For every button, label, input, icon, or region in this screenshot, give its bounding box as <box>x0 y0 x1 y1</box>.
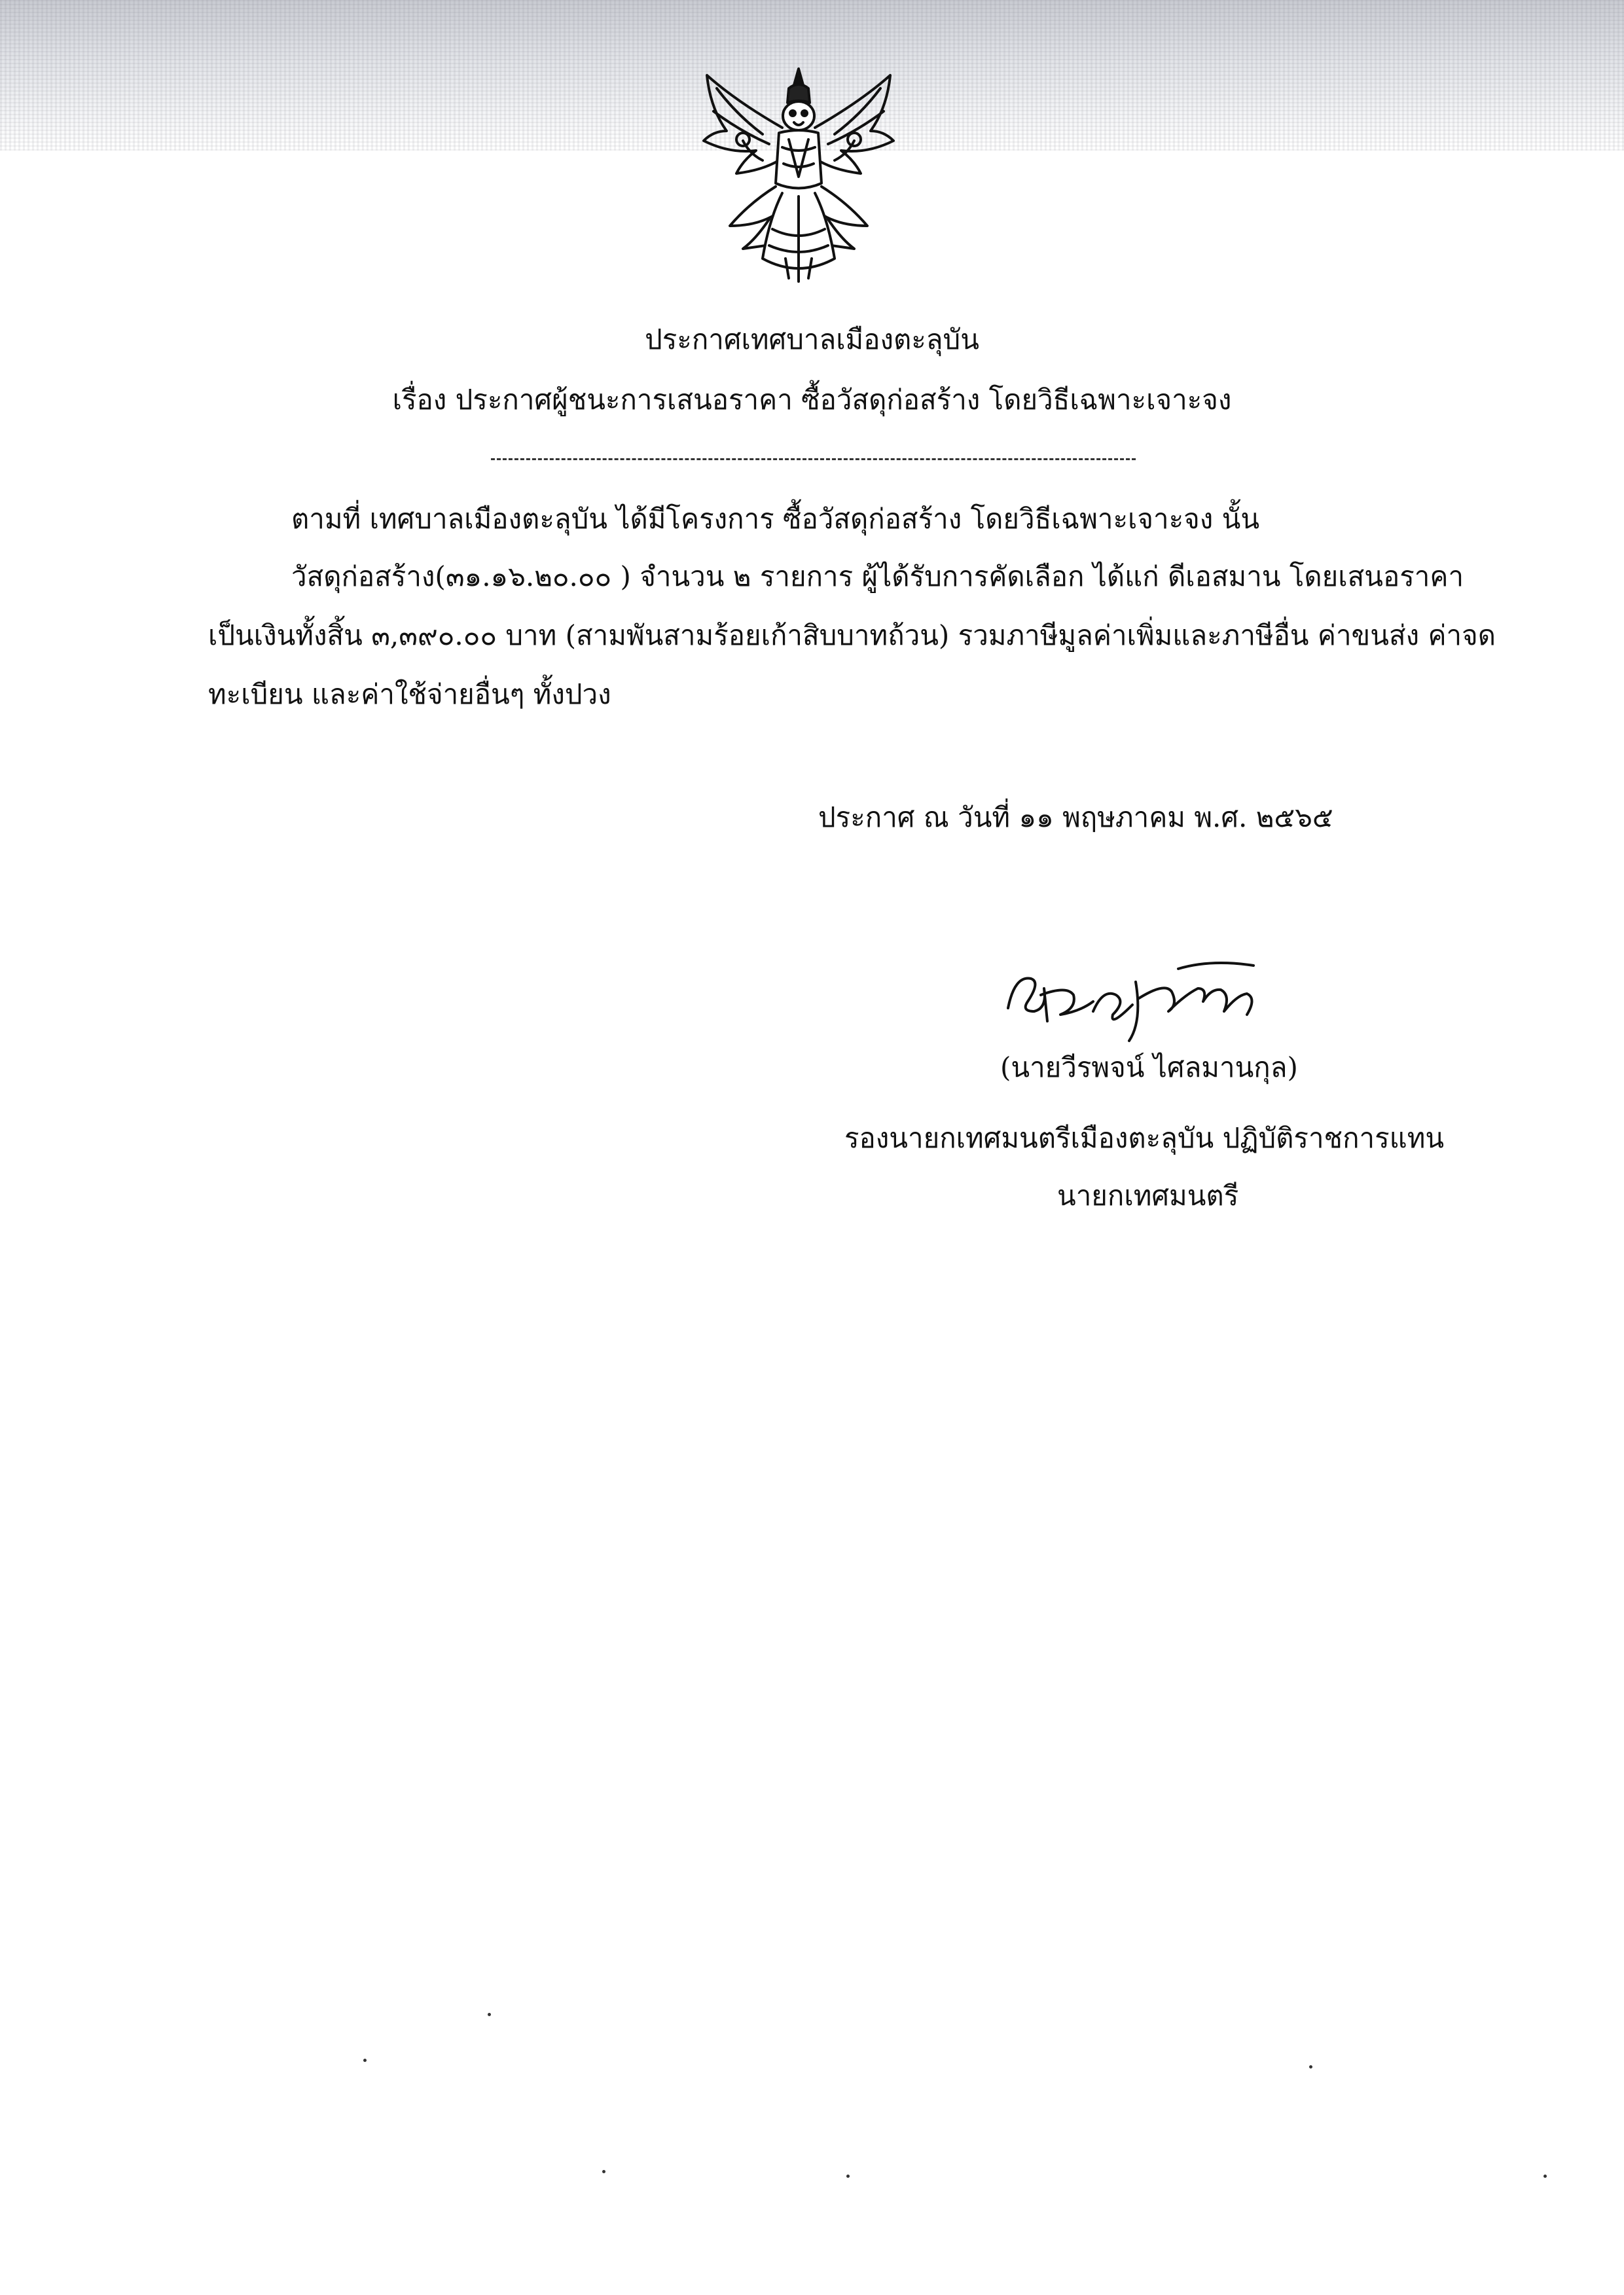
document-title: ประกาศเทศบาลเมืองตะลุบัน <box>645 323 979 355</box>
signatory-position-line-2: นายกเทศมนตรี <box>1057 1180 1239 1212</box>
scan-speck <box>846 2175 850 2178</box>
header-divider <box>491 458 1136 460</box>
scan-speck <box>363 2059 367 2062</box>
document-subject: เรื่อง ประกาศผู้ชนะการเสนอราคา ซื้อวัสดุก่อสร้าง โดยวิธีเฉพาะเจาะจง <box>392 384 1232 416</box>
body-paragraph-line-2: วัสดุก่อสร้าง(๓๑.๑๖.๒๐.๐๐ ) จำนวน ๒ รายการ ผู้ได้รับการคัดเลือก ได้แก่ ดีเอสมาน โดยเสนอราคา <box>291 560 1464 592</box>
signatory-position-line-1: รองนายกเทศมนตรีเมืองตะลุบัน ปฏิบัติราชการแทน <box>844 1122 1445 1154</box>
body-paragraph-line-4: ทะเบียน และค่าใช้จ่ายอื่นๆ ทั้งปวง <box>208 678 611 710</box>
body-paragraph-line-1: ตามที่ เทศบาลเมืองตะลุบัน ได้มีโครงการ ซื้อวัสดุก่อสร้าง โดยวิธีเฉพาะเจาะจง นั้น <box>291 503 1260 535</box>
scan-speck <box>602 2170 605 2173</box>
garuda-emblem-icon <box>691 62 907 285</box>
signatory-name: (นายวีรพจน์ ไศลมานกุล) <box>1000 1051 1298 1083</box>
handwritten-signature-icon <box>995 949 1270 1047</box>
body-paragraph-line-3: เป็นเงินทั้งสิ้น ๓,๓๙๐.๐๐ บาท (สามพันสามร้อยเก้าสิบบาทถ้วน) รวมภาษีมูลค่าเพิ่มและภาษีอื่น ค่าขนส่ง ค่าจด <box>208 619 1496 651</box>
scan-speck <box>1309 2065 1312 2069</box>
announcement-date: ประกาศ ณ วันที่ ๑๑ พฤษภาคม พ.ศ. ๒๕๖๕ <box>818 801 1333 833</box>
scan-speck <box>1543 2175 1547 2178</box>
scan-speck <box>488 2013 491 2016</box>
